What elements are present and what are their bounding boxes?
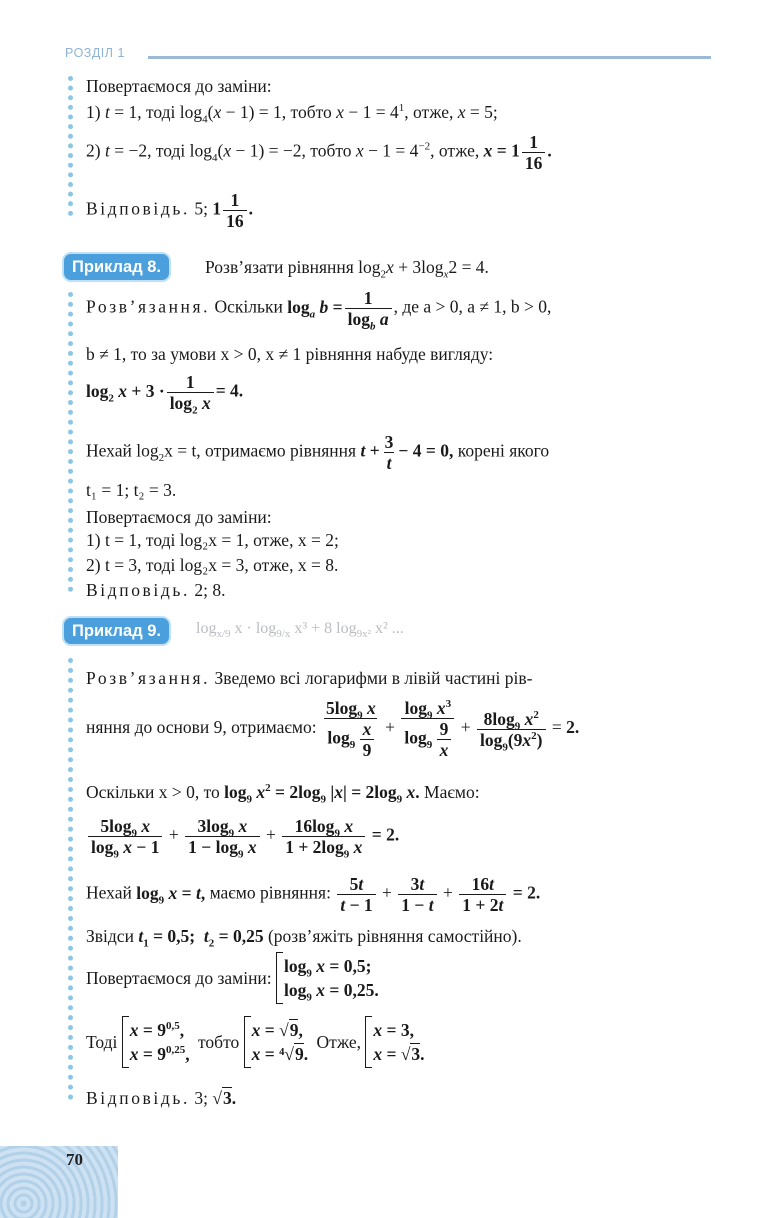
example-8-badge: Приклад 8. bbox=[64, 254, 169, 280]
margin-dots-ex8 bbox=[68, 292, 73, 592]
example-9-since: Оскільки x > 0, то $\log_9 x^2 = 2\log_9$ $|x| = 2\log_9$ x. Маємо: bbox=[86, 782, 480, 806]
example-8-case-1: 1) t = 1, тоді log₂x = 1, отже, x = 2; bbox=[86, 530, 339, 550]
example-8-case-2: 2) t = 3, тоді log₂x = 3, отже, x = 8. bbox=[86, 555, 339, 575]
case-1-line: 1) t = 1, тоді $\log_4(x - 1) = 1$, тобто $x - 1 = 4^1$, отже, x = 5; bbox=[86, 102, 498, 126]
margin-dots-top bbox=[68, 76, 73, 216]
example-9-hence: Звідси $t_1 = 0,5$; $t_2 = 0,25$ (розв’яжіть рівняння самостійно). bbox=[86, 926, 522, 950]
example-8-solution-line: Розв’язання. Оскільки $\log_a b$ = $\frac{1}{\log_b a}$ , де a > 0, a ≠ 1, b > 0, bbox=[86, 288, 552, 333]
example-9-solution-line: Розв’язання. Зведемо всі логарифми в лівій частині рів- bbox=[86, 668, 533, 688]
section-header: РОЗДІЛ 1 bbox=[65, 46, 125, 60]
return-line-top: Повертаємося до заміни: bbox=[86, 76, 272, 96]
header-rule bbox=[148, 56, 711, 59]
example-9-answer: Відповідь. 3; √3. bbox=[86, 1088, 237, 1108]
example-9-base-9: няння до основи 9, отримаємо: $5\log_9$ x $\log_9$ $\frac{x}{9}$ + $\log_9 x^3$ $\log_9$ $\frac{9}{x}$ + $\frac{8\log_9 x^2}{\log_9(9x^2)}$ = 2. bbox=[86, 698, 580, 760]
example-8-substitution: Нехай $\log_2x = t$, отримаємо рівняння t + $\frac{3}{t}$ − 4 = 0, корені якого bbox=[86, 432, 550, 473]
example-9-return: Повертаємося до заміни: $\log_9 x = 0,5$; $\log_9 x = 0,25$. bbox=[86, 952, 383, 1004]
example-9-then: Тоді $x = 9^{0,5}$, $x = 9^{0,25}$, тобто x = √9, x = ⁴√9. Отже, x = 3, x = √3. bbox=[86, 1016, 429, 1068]
example-9-badge: Приклад 9. bbox=[64, 618, 169, 644]
example-8-return: Повертаємося до заміни: bbox=[86, 507, 272, 527]
example-8-roots: t₁ = 1; t₂ = 3. bbox=[86, 480, 177, 500]
answer-top: Відповідь. 5; 1 $\frac{1}{16}$ . bbox=[86, 190, 253, 231]
example-9-substitution: Нехай $\log_9 x = t$, маємо рівняння: $\frac{5t}{t - 1}$ + $\frac{3t}{1 - t}$ + $\frac{16t}{1 + 2t}$ = 2. bbox=[86, 874, 541, 915]
case-2-line: 2) t = −2, тоді $\log_4(x - 1) = -2$, тобто $x - 1 = 4^{-2}$, отже, x = 1 $\frac{1}{16}$ . bbox=[86, 132, 552, 173]
example-8-equation: $\log_2 x + 3$ · $\frac{1}{\log_2 x}$ = 4. bbox=[86, 372, 244, 417]
faded-task-text: $\log_{x/9} x \cdot \log_{9/x} x^3 + 8$ $\log_{9x^2} x^2$ ... bbox=[196, 620, 404, 641]
example-8-task: Розв’язати рівняння $\log_2x + 3\log_x2 = 4$. bbox=[205, 257, 489, 281]
page-corner-decoration bbox=[0, 1146, 118, 1218]
example-8-answer: Відповідь. 2; 8. bbox=[86, 580, 226, 600]
margin-dots-ex9 bbox=[68, 658, 73, 1100]
example-9-equation: $\frac{5\log_9 x}{\log_9 x - 1}$ + $\frac{3\log_9 x}{1 - \log_9 x}$ + $\frac{16\log_9 x}{1 + 2\log_9 x}$ = 2. bbox=[86, 816, 399, 857]
example-8-condition: b ≠ 1, то за умови x > 0, x ≠ 1 рівняння набуде вигляду: bbox=[86, 344, 494, 364]
page-number: 70 bbox=[66, 1150, 83, 1169]
